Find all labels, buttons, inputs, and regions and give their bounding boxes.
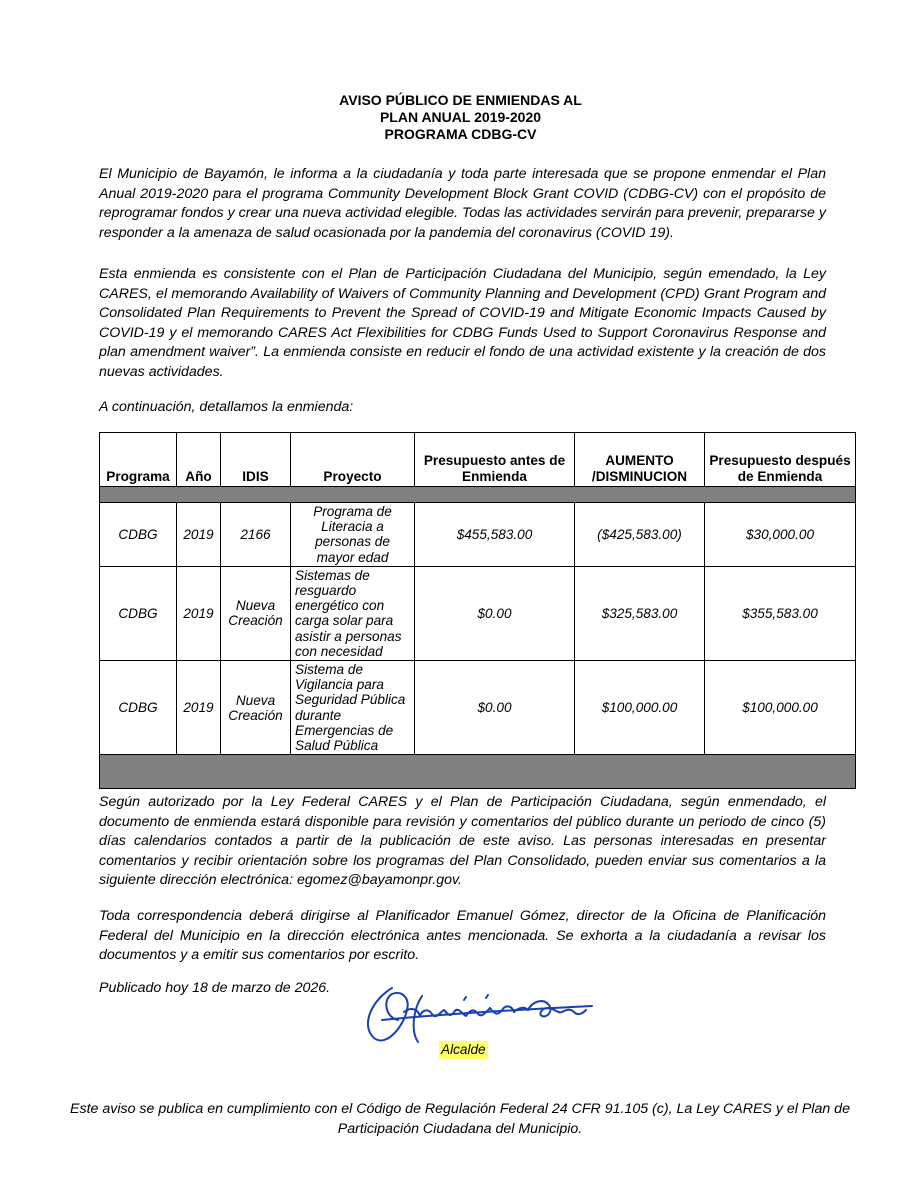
mayor-title: Alcalde xyxy=(441,1042,486,1057)
signature-image xyxy=(352,970,602,1052)
signature-strokes xyxy=(368,988,592,1042)
consistency-paragraph: Esta enmienda es consistente con el Plan de Participación Ciudadana del Municipio, según emendado, la Ley CARES, el memorando Availability of Waivers of Community Planning and Development (CPD) Grant Program and Consolidated Plan Requirements to Prevent the Spread of COVID-19 and Mitigate Economic Impacts Caused by COVID-19 y el memorando CARES Act Flexibilities for CDBG Funds Used to Support Coronavirus Response and plan amendment waiver”. La enmienda consiste en reducir el fondo de una actividad existente y la creación de dos nuevas actividades. xyxy=(99,266,826,380)
cell-ano: 2019 xyxy=(177,661,221,755)
header-proyecto: Proyecto xyxy=(291,433,415,487)
cell-antes: $0.00 xyxy=(415,566,575,660)
header-aumento: AUMENTO /DISMINUCION xyxy=(575,433,705,487)
separator-row xyxy=(100,755,856,789)
cell-antes: $455,583.00 xyxy=(415,503,575,567)
header-ano: Año xyxy=(177,433,221,487)
cell-aumento: ($425,583.00) xyxy=(575,503,705,567)
footer-note: Este aviso se publica en cumplimiento con el Código de Regulación Federal 24 CFR 91.105 (c), La Ley CARES y el Plan de Participación Ciudadana del Municipio. xyxy=(70,1101,850,1137)
table-header-row xyxy=(100,433,856,487)
header-presupuesto-despues: Presupuesto después de Enmienda xyxy=(705,433,856,487)
cell-despues: $355,583.00 xyxy=(705,566,856,660)
cell-despues: $100,000.00 xyxy=(705,661,856,755)
cell-idis: Nueva Creación xyxy=(221,661,291,755)
cell-ano: 2019 xyxy=(177,566,221,660)
cell-idis: Nueva Creación xyxy=(221,566,291,660)
header-presupuesto-antes: Presupuesto antes de Enmienda xyxy=(415,433,575,487)
cell-ano: 2019 xyxy=(177,503,221,567)
detail-intro: A continuación, detallamos la enmienda: xyxy=(99,399,354,415)
cell-aumento: $325,583.00 xyxy=(575,566,705,660)
publication-date: Publicado hoy 18 de marzo de 2026. xyxy=(99,980,331,996)
header-idis: IDIS xyxy=(221,433,291,487)
cell-proyecto: Sistemas de resguardo energético con carga solar para asistir a personas con necesidad xyxy=(291,566,415,660)
table-row xyxy=(100,661,856,755)
cell-programa: CDBG xyxy=(100,503,177,567)
cell-aumento: $100,000.00 xyxy=(575,661,705,755)
intro-paragraph: El Municipio de Bayamón, le informa a la ciudadanía y toda parte interesada que se propone enmendar el Plan Anual 2019-2020 para el programa Community Development Block Grant COVID (CDBG-CV) con el propósito de reprogramar fondos y crear una nueva actividad elegible. Todas las actividades servirán para prevenir, prepararse y responder a la amenaza de salud ocasionada por la pandemia del coronavirus (COVID 19). xyxy=(99,166,826,241)
cell-idis: 2166 xyxy=(221,503,291,567)
cell-proyecto: Programa de Literacia a personas de mayor edad xyxy=(291,503,415,567)
cell-programa: CDBG xyxy=(100,661,177,755)
title-line-1: AVISO PÚBLICO DE ENMIENDAS AL xyxy=(339,92,582,108)
separator-row xyxy=(100,487,856,503)
availability-paragraph: Según autorizado por la Ley Federal CARES y el Plan de Participación Ciudadana, según enmendado, el documento de enmienda estará disponible para revisión y comentarios del público durante un periodo de cinco (5) días calendarios contados a partir de la publicación de este aviso. Las personas interesadas en presentar comentarios y recibir orientación sobre los programas del Plan Consolidado, pueden enviar sus comentarios a la siguiente dirección electrónica: egomez@bayamonpr.gov. xyxy=(99,794,826,888)
title-line-3: PROGRAMA CDBG-CV xyxy=(384,126,537,142)
header-programa: Programa xyxy=(100,433,177,487)
cell-programa: CDBG xyxy=(100,566,177,660)
separator-cell xyxy=(100,755,856,789)
title-line-2: PLAN ANUAL 2019-2020 xyxy=(379,109,542,125)
correspondence-paragraph: Toda correspondencia deberá dirigirse al Planificador Emanuel Gómez, director de la Oficina de Planificación Federal del Municipio en la dirección electrónica antes mencionada. Se exhorta a la ciudadanía a revisar los documentos y a emitir sus comentarios por escrito. xyxy=(99,908,826,963)
table-row xyxy=(100,566,856,660)
cell-proyecto: Sistema de Vigilancia para Seguridad Pública durante Emergencias de Salud Pública xyxy=(291,661,415,755)
page-title xyxy=(0,92,921,143)
table-row xyxy=(100,503,856,567)
cell-despues: $30,000.00 xyxy=(705,503,856,567)
separator-cell xyxy=(100,487,856,503)
amendment-table xyxy=(99,432,856,789)
cell-antes: $0.00 xyxy=(415,661,575,755)
